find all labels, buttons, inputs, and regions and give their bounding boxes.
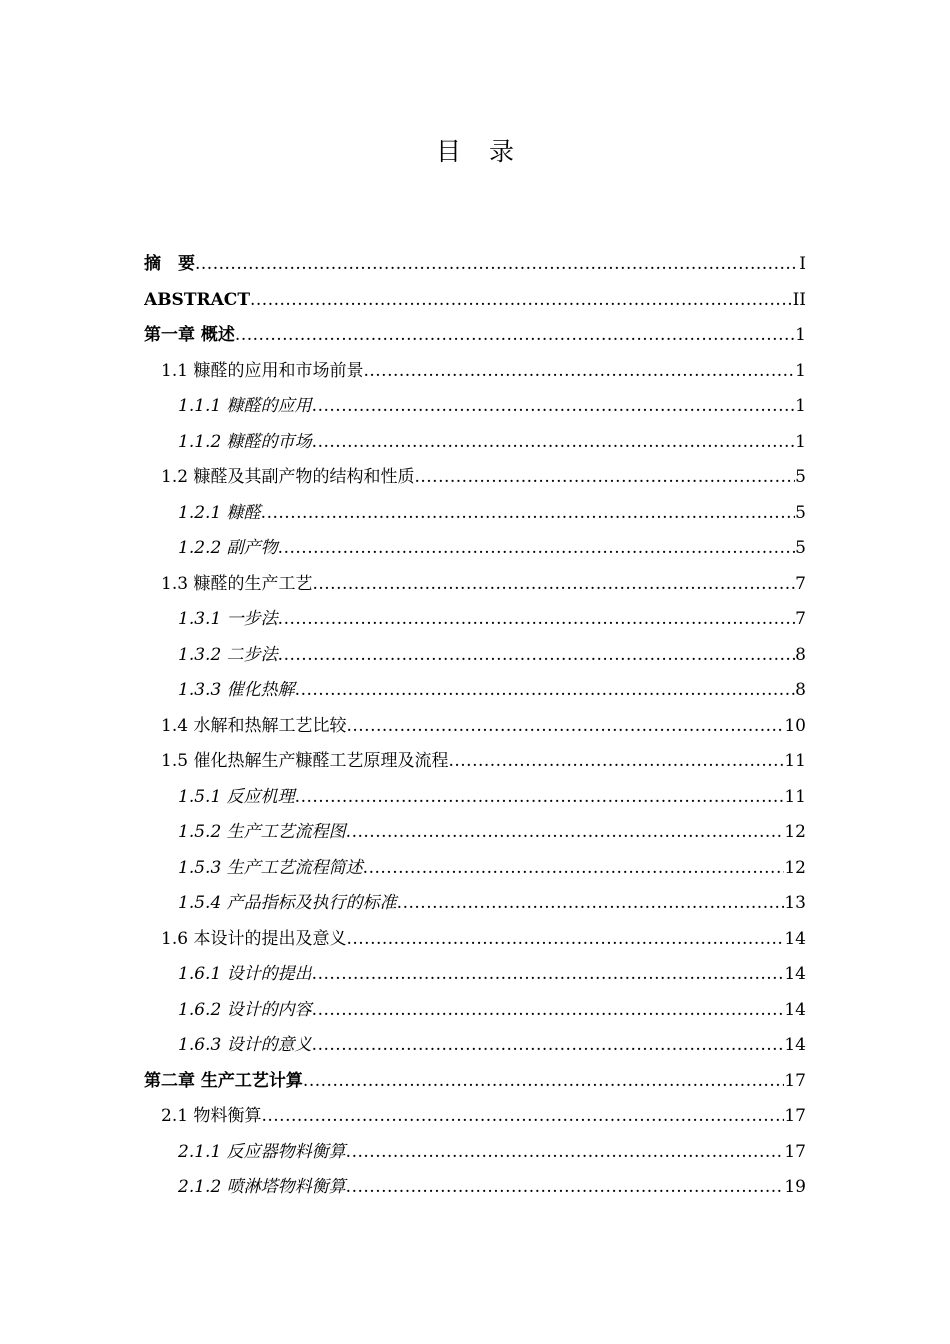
toc-dot-leader [346,815,785,851]
toc-entry-page-number: 10 [784,715,806,736]
toc-dot-leader [312,389,796,425]
toc-entry[interactable] [144,567,806,603]
toc-entry-label: 1.5.3 生产工艺流程简述 [178,857,363,878]
toc-entry[interactable] [144,638,806,674]
toc-dot-leader [346,1135,785,1171]
toc-dot-leader [278,531,796,567]
table-of-contents [144,247,806,1206]
toc-entry-label: 1.2.1 糠醛 [178,502,261,523]
toc-entry-page-number: 11 [784,751,806,771]
toc-entry-page-number: 14 [784,928,806,949]
toc-dot-leader [250,283,793,319]
toc-entry-label: 1.3.1 一步法 [178,609,278,629]
toc-dot-leader [278,602,796,638]
toc-entry[interactable] [144,1064,806,1100]
toc-entry-label: 1.6.1 设计的提出 [178,964,312,984]
toc-entry-label: 1.6.2 设计的内容 [178,999,312,1020]
toc-entry-page-number: 14 [784,964,806,984]
toc-entry[interactable] [144,993,806,1029]
title-char-1: 目 [435,137,461,166]
toc-entry-page-number: 13 [784,893,806,913]
toc-dot-leader [312,993,785,1029]
toc-entry[interactable] [144,1028,806,1064]
toc-entry-label: 1.1.2 糠醛的市场 [178,431,312,452]
toc-dot-leader [261,496,796,532]
toc-entry-page-number: 5 [795,502,806,523]
toc-dot-leader [295,673,796,709]
toc-entry-label: 1.6 本设计的提出及意义 [161,928,347,949]
toc-entry[interactable] [144,709,806,745]
toc-entry-page-number: 5 [795,538,806,558]
toc-dot-leader [397,886,785,922]
toc-entry[interactable] [144,744,806,780]
toc-entry-label: 1.3.2 二步法 [178,644,278,665]
toc-dot-leader [346,922,784,958]
toc-entry-label: 2.1.2 喷淋塔物料衡算 [178,1177,346,1197]
toc-entry-page-number: 1 [795,431,806,452]
toc-entry-label: 1.1 糠醛的应用和市场前景 [161,360,364,381]
toc-dot-leader [363,851,785,887]
toc-entry-label: 1.6.3 设计的意义 [178,1035,312,1055]
toc-entry-page-number: 14 [784,999,806,1020]
toc-dot-leader [261,1099,784,1135]
toc-entry-page-number: 11 [784,786,806,807]
toc-entry-page-number: 17 [784,1141,806,1162]
toc-dot-leader [312,1028,785,1064]
toc-entry-label: 1.5.2 生产工艺流程图 [178,822,346,842]
toc-entry[interactable] [144,460,806,496]
toc-entry-label: 1.5 催化热解生产糠醛工艺原理及流程 [161,751,449,771]
toc-entry-page-number: 7 [795,573,806,594]
toc-entry[interactable] [144,673,806,709]
toc-dot-leader [195,247,799,283]
toc-entry[interactable] [144,283,806,319]
toc-entry-label: 1.3 糠醛的生产工艺 [161,573,313,594]
toc-entry-label: 1.5.4 产品指标及执行的标准 [178,893,397,913]
toc-entry-page-number: 17 [784,1106,806,1126]
toc-entry-label: 1.4 水解和热解工艺比较 [161,715,347,736]
toc-dot-leader [235,318,795,354]
toc-entry[interactable] [144,354,806,390]
toc-entry-label: 1.3.3 催化热解 [178,680,295,700]
toc-entry[interactable] [144,318,806,354]
toc-entry[interactable] [144,957,806,993]
toc-entry-page-number: 1 [795,325,806,345]
toc-entry-page-number: 14 [784,1035,806,1055]
toc-entry[interactable] [144,531,806,567]
toc-entry-page-number: I [799,254,806,274]
toc-entry-page-number: 5 [795,467,806,487]
toc-entry[interactable] [144,886,806,922]
toc-dot-leader [346,709,784,745]
toc-dot-leader [414,460,795,496]
toc-dot-leader [312,425,796,461]
toc-entry[interactable] [144,389,806,425]
toc-entry[interactable] [144,247,806,283]
toc-entry-label: 1.2.2 副产物 [178,538,278,558]
toc-dot-leader [295,780,785,816]
toc-entry-label: 1.1.1 糠醛的应用 [178,396,312,416]
toc-entry-page-number: 19 [784,1177,806,1197]
toc-entry-label: 2.1 物料衡算 [161,1106,262,1126]
toc-entry-label: 1.5.1 反应机理 [178,786,295,807]
toc-dot-leader [363,354,795,390]
toc-entry-page-number: 17 [784,1070,806,1091]
toc-entry[interactable] [144,1135,806,1171]
toc-entry[interactable] [144,1099,806,1135]
toc-entry-page-number: 1 [795,360,806,381]
toc-entry-label: 2.1.1 反应器物料衡算 [178,1141,346,1162]
toc-entry-label: 摘 要 [144,254,195,274]
toc-entry-page-number: 12 [784,857,806,878]
toc-entry-page-number: II [792,289,806,310]
toc-entry-label: 第二章 生产工艺计算 [144,1070,303,1091]
toc-entry-page-number: 7 [795,609,806,629]
toc-entry-page-number: 8 [795,644,806,665]
title-char-2: 录 [489,137,515,166]
toc-dot-leader [448,744,784,780]
toc-entry[interactable] [144,1170,806,1206]
toc-entry[interactable] [144,922,806,958]
toc-entry-page-number: 1 [795,396,806,416]
toc-entry[interactable] [144,602,806,638]
toc-entry[interactable] [144,496,806,532]
toc-entry-page-number: 12 [784,822,806,842]
page-title [0,132,950,168]
toc-entry-page-number: 8 [795,680,806,700]
toc-dot-leader [312,567,795,603]
toc-entry[interactable] [144,815,806,851]
toc-entry-label: 第一章 概述 [144,325,235,345]
toc-entry[interactable] [144,425,806,461]
toc-entry[interactable] [144,780,806,816]
toc-dot-leader [346,1170,785,1206]
toc-dot-leader [312,957,785,993]
toc-dot-leader [303,1064,784,1100]
toc-entry-label: 1.2 糠醛及其副产物的结构和性质 [161,467,415,487]
toc-entry[interactable] [144,851,806,887]
toc-entry-label: ABSTRACT [144,289,250,310]
toc-dot-leader [278,638,796,674]
